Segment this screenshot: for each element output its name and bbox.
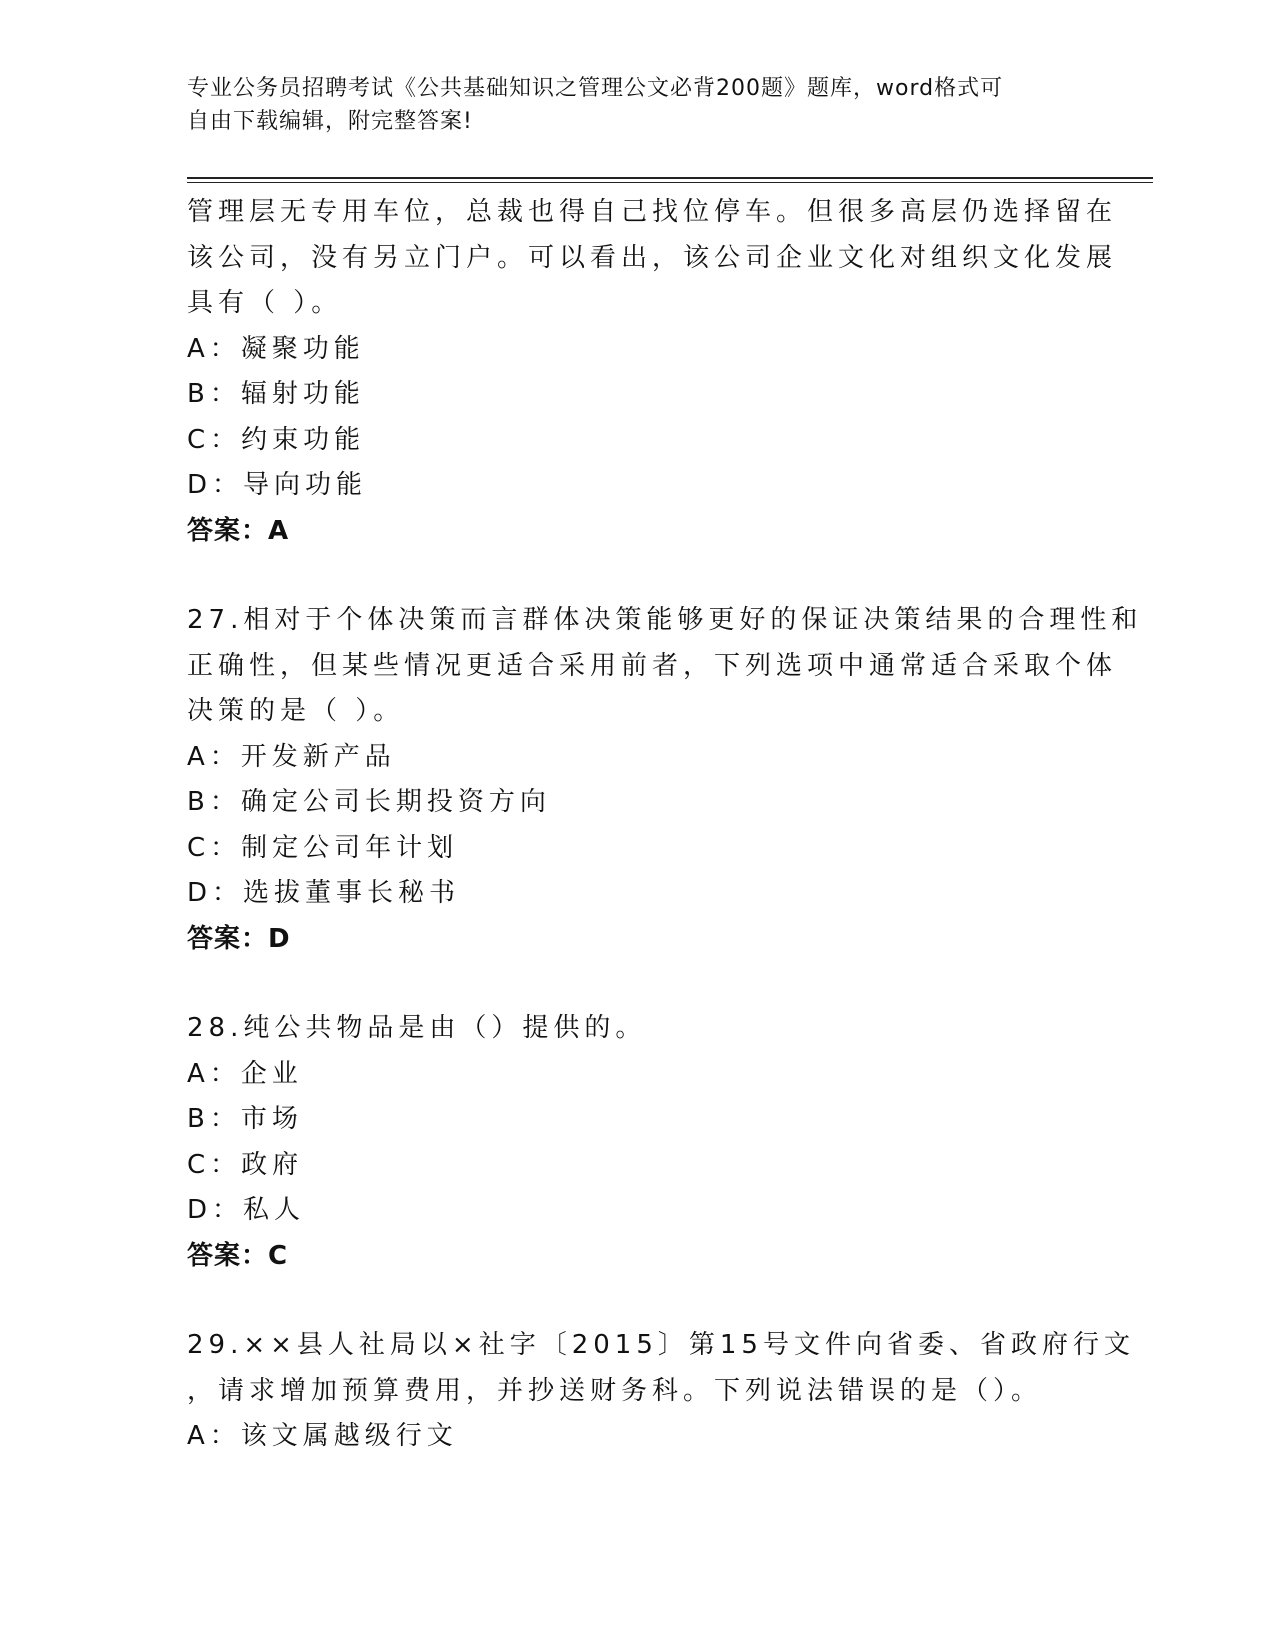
answer-line: 答案：C	[187, 1240, 289, 1271]
header-divider-thin	[187, 182, 1153, 183]
question-block	[187, 598, 1143, 962]
question-stem-line: 该公司，没有另立门户。可以看出，该公司企业文化对组织文化发展	[187, 242, 1118, 273]
question-stem-line: 29.××县人社局以×社字〔2015〕第15号文件向省委、省政府行文	[187, 1330, 1135, 1360]
option-d: D：选拔董事长秘书	[187, 878, 461, 908]
question-stem-line: 28.纯公共物品是由（）提供的。	[187, 1013, 647, 1043]
option-c: C：制定公司年计划	[187, 832, 459, 863]
option-a: A：凝聚功能	[187, 333, 365, 364]
option-a: A：企业	[187, 1058, 303, 1089]
header-line-1: 专业公务员招聘考试《公共基础知识之管理公文必背200题》题库，word格式可	[187, 76, 1004, 101]
question-stem-line: 管理层无专用车位，总裁也得自己找位停车。但很多高层仍选择留在	[187, 197, 1118, 227]
question-stem-line: 27.相对于个体决策而言群体决策能够更好的保证决策结果的合理性和	[187, 605, 1143, 635]
spacer	[187, 554, 1087, 598]
option-d: D：私人	[187, 1195, 306, 1225]
option-d: D：导向功能	[187, 470, 368, 500]
question-stem-line: 正确性，但某些情况更适合采用前者，下列选项中通常适合采取个体	[187, 650, 1118, 681]
answer-line: 答案：A	[187, 515, 290, 546]
question-stem-line: 决策的是（ ）。	[187, 696, 405, 726]
option-b: B：市场	[187, 1104, 303, 1134]
document-header	[187, 72, 1067, 138]
question-stem-line: ，请求增加预算费用，并抄送财务科。下列说法错误的是（）。	[187, 1375, 1043, 1406]
option-c: C：政府	[187, 1149, 304, 1180]
question-block	[187, 1323, 1135, 1460]
option-c: C：约束功能	[187, 424, 366, 455]
option-b: B：辐射功能	[187, 379, 365, 409]
header-line-2: 自由下载编辑，附完整答案!	[187, 109, 473, 134]
option-a: A：该文属越级行文	[187, 1421, 458, 1451]
spacer	[187, 1279, 1087, 1323]
header-divider-thick	[187, 177, 1153, 179]
answer-line: 答案：D	[187, 923, 291, 954]
spacer	[187, 962, 1087, 1006]
option-b: B：确定公司长期投资方向	[187, 787, 551, 817]
question-block	[187, 1006, 1087, 1279]
question-block	[187, 190, 1118, 554]
question-stem-line: 具有（ ）。	[187, 288, 343, 318]
option-a: A：开发新产品	[187, 741, 396, 772]
question-list	[187, 190, 1143, 1460]
